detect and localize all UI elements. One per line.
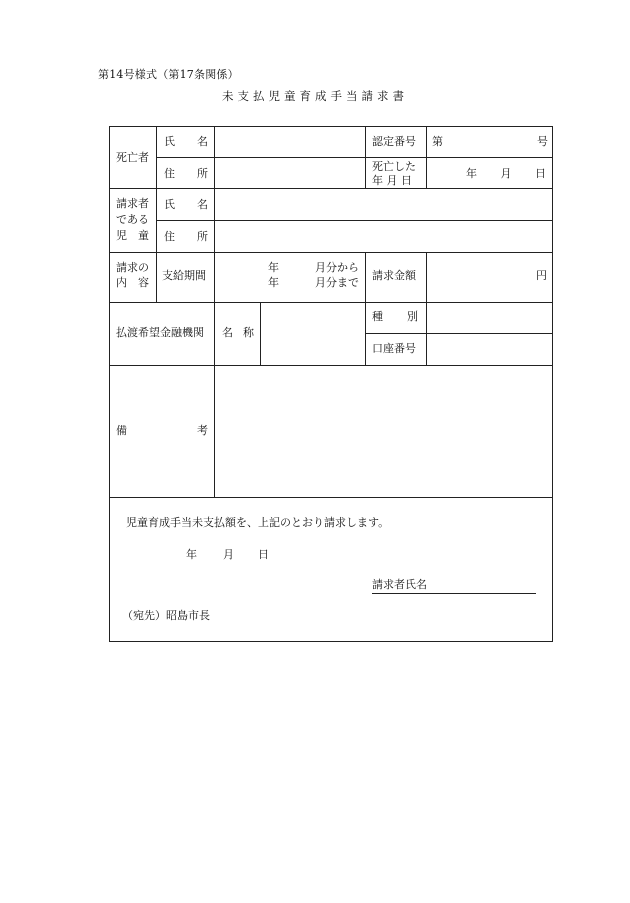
addressee: （宛先）昭島市長 (122, 609, 210, 622)
grid-line (260, 302, 261, 365)
footer-month: 月 (223, 548, 234, 561)
grid-line (214, 127, 215, 497)
death-date-label-line1: 死亡した (372, 160, 416, 173)
grid-line (156, 220, 552, 221)
payment-period-label: 支給期間 (162, 269, 206, 282)
bank-name-label: 名 称 (222, 326, 254, 339)
grid-line (110, 497, 552, 498)
grid-line (156, 157, 552, 158)
claimant-address-label: 住 所 (164, 230, 208, 243)
application-form (109, 126, 553, 642)
account-number-label: 口座番号 (372, 342, 416, 355)
grid-line (426, 127, 427, 188)
cert-number-field[interactable]: 第 号 (432, 135, 548, 148)
request-label-line2: 内 容 (116, 276, 149, 289)
deceased-name-label: 氏 名 (164, 135, 208, 148)
period-from-year: 年 (268, 261, 279, 274)
bank-label: 払渡希望金融機関 (116, 326, 204, 339)
signature-field[interactable]: 請求者氏名 (372, 578, 536, 594)
claimant-label-line3: 児 童 (116, 229, 149, 242)
death-date-label-line2: 年 月 日 (372, 174, 412, 187)
remarks-label: 備 考 (116, 424, 208, 437)
claimant-name-label: 氏 名 (164, 198, 208, 211)
footer-year: 年 (186, 548, 197, 561)
yen-unit: 円 (536, 269, 547, 282)
grid-line (365, 252, 366, 365)
form-number: 第14号様式（第17条関係） (98, 68, 239, 81)
footer-day: 日 (258, 548, 269, 561)
form-title: 未支払児童育成手当請求書 (222, 89, 408, 103)
period-to-text: 月分まで (315, 276, 359, 289)
declaration-text: 児童育成手当未支払額を、上記のとおり請求します。 (126, 516, 390, 529)
grid-line (156, 127, 157, 302)
grid-line (110, 252, 552, 253)
period-to-year: 年 (268, 276, 279, 289)
claim-amount-label: 請求金額 (372, 269, 416, 282)
deceased-label: 死亡者 (116, 151, 149, 164)
request-label-line1: 請求の (116, 261, 149, 274)
grid-line (110, 365, 552, 366)
account-type-label: 種 別 (372, 310, 418, 323)
claimant-label-line2: である (116, 213, 149, 226)
cert-number-label: 認定番号 (372, 135, 416, 148)
grid-line (110, 188, 552, 189)
death-date-field[interactable]: 年 月 日 (466, 167, 546, 180)
grid-line (365, 127, 366, 188)
period-from-text: 月分から (315, 261, 359, 274)
claimant-label-line1: 請求者 (116, 197, 149, 210)
grid-line (110, 302, 552, 303)
grid-line (365, 333, 552, 334)
deceased-address-label: 住 所 (164, 167, 208, 180)
grid-line (426, 252, 427, 365)
